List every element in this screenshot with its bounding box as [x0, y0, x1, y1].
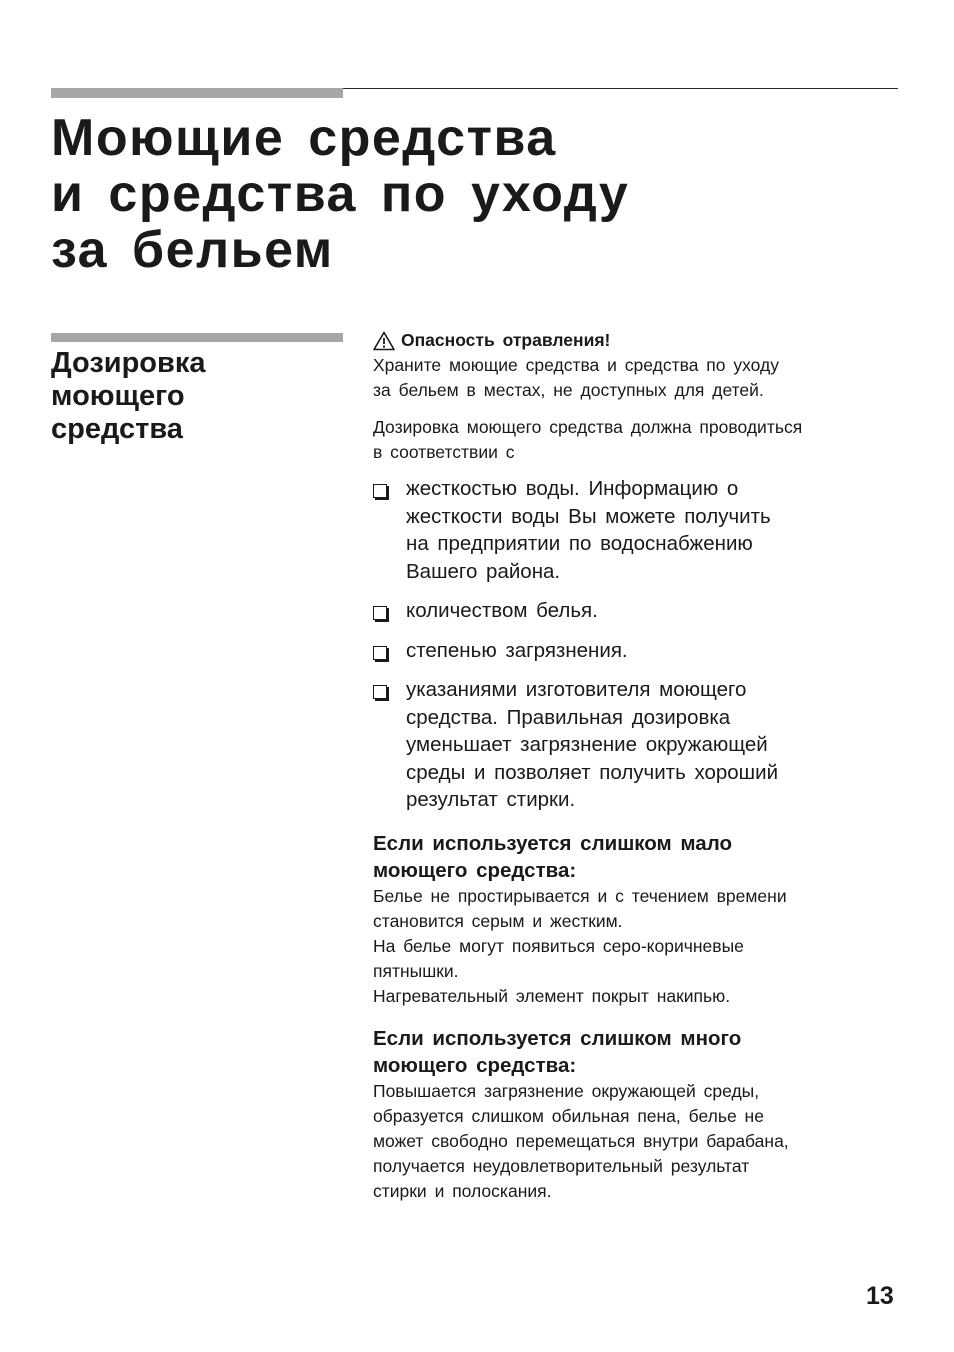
too-much-line: Повышается загрязнение окружающей среды,: [373, 1080, 760, 1101]
list-item-line: средства. Правильная дозировка: [406, 705, 731, 729]
too-little-heading-line: Если используется слишком мало: [373, 831, 732, 855]
too-much-line: образуется слишком обильная пена, белье не: [373, 1105, 764, 1126]
too-much-line: получается неудовлетворительный результат: [373, 1155, 750, 1176]
too-little-line: На белье могут появиться серо-коричневые: [373, 935, 744, 956]
list-item: [373, 475, 903, 585]
checkbox-icon: [373, 484, 387, 498]
too-little-line: становится серым и жестким.: [373, 910, 623, 931]
list-item-line: степенью загрязнения.: [406, 638, 628, 662]
too-little-line: пятнышки.: [373, 960, 459, 981]
warning-heading-text: Опасность отравления!: [401, 330, 611, 350]
too-little-heading-line: моющего средства:: [373, 858, 577, 882]
section-title: [51, 347, 206, 446]
list-item-line: количеством белья.: [406, 599, 598, 622]
too-much-heading-line: моющего средства:: [373, 1053, 577, 1077]
list-item: [373, 676, 903, 814]
list-item-line: жесткости воды Вы можете получить: [406, 504, 771, 528]
checkbox-icon: [373, 685, 387, 699]
section-title-line: моющего: [51, 380, 185, 412]
intro-paragraph: [373, 415, 903, 465]
list-item-line: среды и позволяет получить хороший: [406, 760, 779, 784]
list-item: [373, 637, 903, 665]
too-little-line: Белье не простирывается и с течением времени: [373, 885, 787, 906]
header-accent-bar: [51, 88, 343, 98]
section-accent-bar: [51, 333, 343, 342]
warning-heading: [373, 328, 903, 353]
section-title-line: средства: [51, 413, 183, 445]
warning-text-line: Храните моющие средства и средства по уходу: [373, 355, 779, 375]
too-much-heading-line: Если используется слишком много: [373, 1026, 742, 1050]
too-much-heading: [373, 1025, 903, 1079]
list-item-text: [406, 597, 886, 625]
list-item-text: [406, 475, 886, 585]
list-item-text: [406, 637, 886, 665]
content-column: [373, 328, 903, 1204]
too-little-line: Нагревательный элемент покрыт накипью.: [373, 985, 731, 1006]
list-item-line: Вашего района.: [406, 559, 561, 583]
page-title: [51, 110, 629, 278]
list-item-line: уменьшает загрязнение окружающей: [406, 733, 768, 756]
list-item: [373, 597, 903, 625]
list-item-text: [406, 676, 886, 814]
page-number: 13: [866, 1282, 894, 1310]
warning-text: [373, 353, 903, 403]
checkbox-icon: [373, 646, 387, 660]
page-title-line: за бельем: [51, 221, 334, 279]
too-much-text: [373, 1079, 903, 1204]
too-little-heading: [373, 830, 903, 884]
list-item-line: на предприятии по водоснабжению: [406, 532, 753, 555]
warning-text-line: за бельем в местах, не доступных для детей.: [373, 380, 764, 400]
page-title-line: Моющие средства: [51, 109, 557, 167]
list-item-line: жесткостью воды. Информацию о: [406, 477, 739, 500]
warning-triangle-icon: [373, 331, 395, 351]
too-much-line: может свободно перемещаться внутри барабана,: [373, 1130, 789, 1151]
too-much-line: стирки и полоскания.: [373, 1180, 552, 1201]
page-title-line: и средства по уходу: [51, 165, 630, 223]
list-item-line: указаниями изготовителя моющего: [406, 678, 747, 701]
dosage-factor-list: [373, 475, 903, 814]
intro-line: в соответствии с: [373, 442, 515, 462]
list-item-line: результат стирки.: [406, 788, 576, 811]
checkbox-icon: [373, 606, 387, 620]
section-title-line: Дозировка: [51, 347, 206, 379]
intro-line: Дозировка моющего средства должна проводиться: [373, 417, 803, 437]
too-little-text: [373, 884, 903, 1009]
